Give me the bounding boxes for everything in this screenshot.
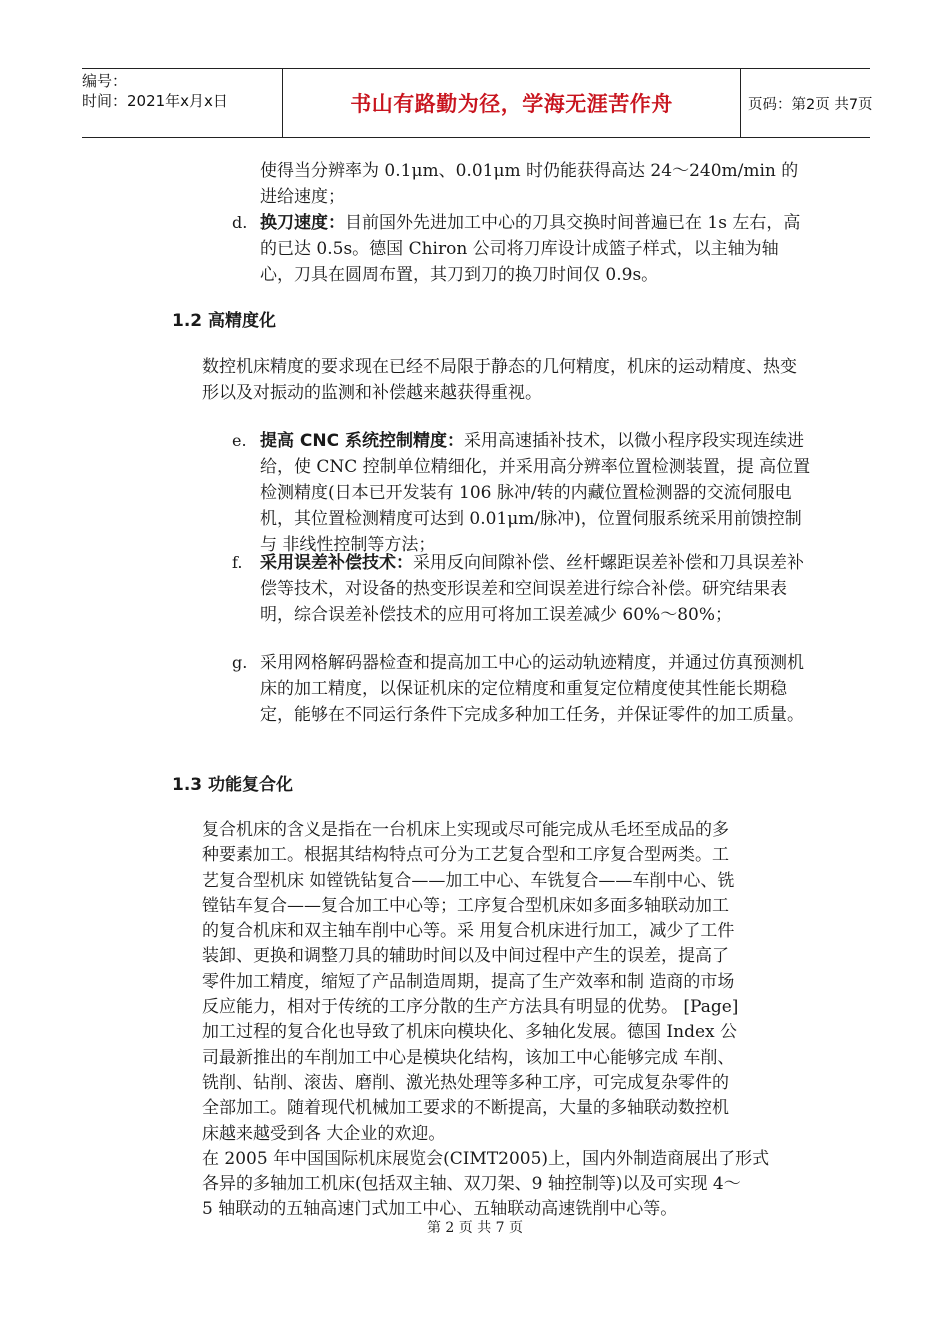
- page-header: [82, 68, 873, 138]
- continued-line-2: 进给速度；: [260, 187, 345, 207]
- section-1-3-body: [202, 818, 809, 1223]
- body-line: 5 轴联动的五轴高速门式加工中心、五轴联动高速铣削中心等。: [202, 1199, 678, 1220]
- item-text: 采用网格解码器检查和提高加工中心的运动轨迹精度，并通过仿真预测机床的加工精度，以保证机床的定位精度和重复定位精度使其性能长期稳定，能够在不同运行条件下完成多种加工任务，并保证零件的加工质量。: [260, 653, 804, 725]
- list-marker: d.: [232, 213, 248, 232]
- header-page-info: 页码：第2页 共7页: [748, 96, 873, 113]
- list-marker: f.: [232, 553, 243, 572]
- item-text: 采用高速插补技术，以微小程序段实现连续进给，使 CNC 控制单位精细化，并采用高分辨率位置检测装置，提 高位置检测精度(日本已开发装有 106 脉冲/转的内藏位置检测器的交流伺服电机，其位置检测精度可达到 0.01μm/脉冲)，位置伺服系统采用前馈控制与 非线性控制等方法；: [260, 431, 811, 555]
- list-marker: e.: [232, 431, 247, 450]
- list-item-d: [232, 210, 812, 288]
- body-line: 种要素加工。根据其结构特点可分为工艺复合型和工序复合型两类。工: [202, 845, 729, 866]
- section-heading-1-2: 1.2 高精度化: [172, 311, 277, 331]
- continued-text: [232, 158, 812, 210]
- body-line: 铣削、钻削、滚齿、磨削、激光热处理等多种工序，可完成复杂零件的: [202, 1072, 729, 1093]
- body-line: 复合机床的含义是指在一台机床上实现或尽可能完成从毛坯至成品的多: [202, 820, 729, 840]
- item-title: 提高 CNC 系统控制精度：: [260, 431, 465, 451]
- header-number: 编号：: [82, 72, 128, 90]
- section-heading-1-3: 1.3 功能复合化: [172, 775, 294, 795]
- body-line: 的复合机床和双主轴车削中心等。采 用复合机床进行加工，减少了工件: [202, 921, 735, 942]
- item-title: 换刀速度：: [260, 213, 345, 233]
- body-line: 在 2005 年中国国际机床展览会(CIMT2005)上，国内外制造商展出了形式: [202, 1148, 770, 1169]
- header-time: 时间：2021年x月x日: [82, 92, 228, 110]
- list-item-g: [232, 650, 812, 728]
- list-item-e: [232, 428, 812, 558]
- item-text: 目前国外先进加工中心的刀具交换时间普遍已在 1s 左右，高的已达 0.5s。德国 Chiron 公司将刀库设计成篮子样式，以主轴为轴心，刀具在圆周布置，其刀到刀的换刀时间仅 0.9s。: [260, 213, 801, 285]
- body-line: 反应能力，相对于传统的工序分散的生产方法具有明显的优势。 [Page]: [202, 997, 739, 1018]
- body-line: 艺复合型机床 如镗铣钻复合——加工中心、车铣复合——车削中心、铣: [202, 870, 735, 891]
- body-line: 零件加工精度，缩短了产品制造周期，提高了生产效率和制 造商的市场: [202, 971, 735, 992]
- header-motto: 书山有路勤为径，学海无涯苦作舟: [282, 69, 741, 137]
- body-line: 床越来越受到各 大企业的欢迎。: [202, 1123, 446, 1144]
- list-item-f: [232, 550, 812, 628]
- body-line: 装卸、更换和调整刀具的辅助时间以及中间过程中产生的误差，提高了: [202, 946, 729, 967]
- list-marker: g.: [232, 653, 248, 672]
- header-meta: [82, 69, 282, 137]
- item-text: 采用反向间隙补偿、丝杆螺距误差补偿和刀具误差补偿等技术，对设备的热变形误差和空间误差进行综合补偿。研究结果表明，综合误差补偿技术的应用可将加工误差减少 60%～80%；: [260, 553, 804, 625]
- body-line: 加工过程的复合化也导致了机床向模块化、多轴化发展。德国 Index 公: [202, 1022, 738, 1043]
- body-line: 司最新推出的车削加工中心是模块化结构，该加工中心能够完成 车削、: [202, 1047, 735, 1068]
- section-1-2-intro: 数控机床精度的要求现在已经不局限于静态的几何精度，机床的运动精度、热变形以及对振动的监测和补偿越来越获得重视。: [202, 357, 797, 403]
- body-line: 各异的多轴加工机床(包括双主轴、双刀架、9 轴控制等)以及可实现 4～: [202, 1174, 741, 1195]
- continued-line-1: 使得当分辨率为 0.1μm、0.01μm 时仍能获得高达 24～240m/min 的: [260, 161, 799, 181]
- page-footer: 第 2 页 共 7 页: [426, 1220, 524, 1236]
- body-line: 镗钻车复合——复合加工中心等；工序复合型机床如多面多轴联动加工: [202, 895, 729, 916]
- body-line: 全部加工。随着现代机械加工要求的不断提高，大量的多轴联动数控机: [202, 1098, 729, 1119]
- item-title: 采用误差补偿技术：: [260, 553, 413, 573]
